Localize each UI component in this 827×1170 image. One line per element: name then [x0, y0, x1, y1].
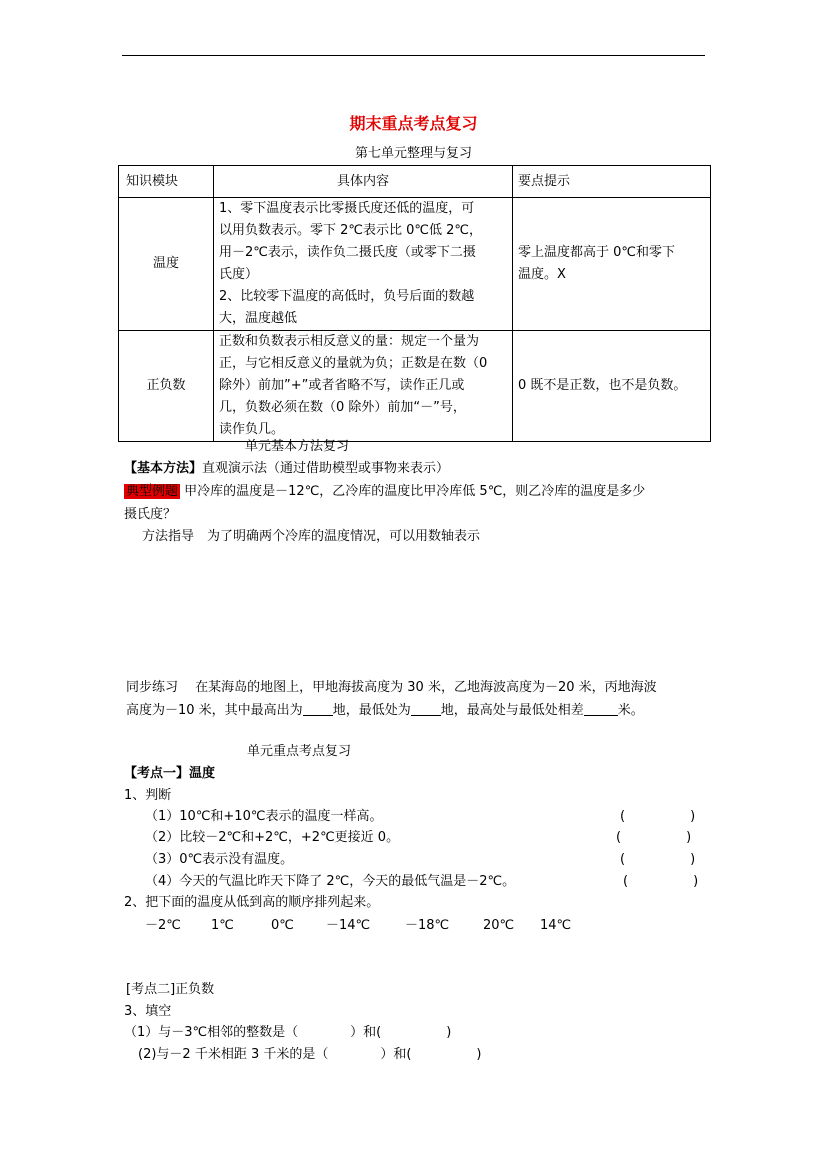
page-title: 期末重点考点复习 — [349, 114, 478, 133]
temp-item: 14℃ — [540, 918, 572, 933]
temp-item: 1℃ — [211, 918, 234, 933]
tip-line: 零上温度都高于 0℃和零下 — [518, 245, 676, 260]
judge-item-4: （4）今天的气温比昨天下降了 2℃，今天的最低气温是－2℃。 — [145, 874, 516, 889]
basic-method — [124, 460, 449, 478]
temp-item: －14℃ — [326, 918, 371, 933]
content-line: 用－2℃表示，读作负二摄氏度（或零下二摄 — [219, 245, 476, 260]
header-rule — [122, 55, 705, 56]
practice-text-2d: 米。 — [617, 703, 644, 718]
content-line: 大，温度越低 — [219, 311, 298, 326]
basic-method-text: 直观演示法（通过借助模型或事物来表示） — [202, 461, 450, 476]
practice-label: 同步练习 — [126, 680, 179, 695]
fill-blank[interactable] — [411, 701, 441, 716]
guide-text: 为了明确两个冷库的温度情况，可以用数轴表示 — [207, 529, 481, 544]
content-cell — [214, 198, 513, 331]
answer-paren[interactable]: ( ) — [623, 874, 699, 889]
content-line: 2、比较零下温度的高低时，负号后面的数越 — [219, 289, 475, 304]
judge-item-1: （1）10℃和+10℃表示的温度一样高。 — [145, 809, 383, 824]
table-row — [119, 198, 711, 331]
tip-cell — [513, 198, 711, 331]
example-tag: 典型例题 — [126, 484, 179, 499]
tip-cell — [513, 331, 711, 442]
example-text-1: 甲冷库的温度是－12℃，乙冷库的温度比甲冷库低 5℃，则乙冷库的温度是多少 — [184, 484, 646, 499]
header-tip: 要点提示 — [518, 173, 571, 189]
content-line: 1、零下温度表示比零摄氏度还低的温度，可 — [219, 201, 475, 216]
module-cell: 正负数 — [119, 331, 214, 442]
header-module: 知识模块 — [126, 173, 179, 189]
temp-item: －2℃ — [145, 918, 181, 933]
table-header-cell — [214, 166, 513, 198]
content-cell — [214, 331, 513, 442]
judge-item-3: （3）0℃表示没有温度。 — [145, 852, 294, 867]
practice-text-2a: 高度为－10 米，其中最高出为 — [126, 703, 303, 718]
temp-item: 20℃ — [483, 918, 515, 933]
example-line-2: 摄氏度？ — [124, 507, 177, 522]
summary-table — [118, 165, 711, 442]
content-line: 正，与它相反意义的量就为负；正数是在数（0 — [219, 356, 488, 371]
unit-subtitle: 第七单元整理与复习 — [354, 146, 472, 161]
method-guide — [142, 528, 480, 546]
question-2-title: 2、把下面的温度从低到高的顺序排列起来。 — [124, 895, 380, 910]
keypoints-heading: 单元重点考点复习 — [247, 744, 352, 759]
temp-item: －18℃ — [405, 918, 450, 933]
question-1-title: 1、判断 — [124, 788, 172, 803]
answer-paren[interactable]: ( ) — [620, 809, 696, 824]
keypoint-1-title: 【考点一】温度 — [124, 766, 216, 781]
practice-text-1: 在某海岛的地图上，甲地海拔高度为 30 米，乙地海波高度为－20 米，丙地海波 — [195, 680, 657, 695]
basic-method-tag: 【基本方法】 — [124, 461, 203, 476]
table-header-row — [119, 166, 711, 198]
answer-paren[interactable]: ( ) — [616, 830, 692, 845]
practice-text-2b: 地，最低处为 — [332, 703, 411, 718]
fill-question-1: （1）与－3℃相邻的整数是（ ）和( ) — [124, 1025, 452, 1040]
fill-blank[interactable] — [303, 701, 333, 716]
header-content: 具体内容 — [336, 173, 389, 189]
content-line: 几，负数必须在数（0 除外）前加“－”号， — [219, 400, 466, 415]
module-cell: 温度 — [119, 198, 214, 331]
example-line-1 — [124, 483, 645, 501]
table-header-cell — [119, 166, 214, 198]
practice-text-2c: 地，最高处与最低处相差 — [440, 703, 584, 718]
table-header-cell — [513, 166, 711, 198]
fill-question-2: (2)与－2 千米相距 3 千米的是（ ）和( ) — [138, 1047, 482, 1062]
question-3-title: 3、填空 — [124, 1004, 172, 1019]
table-row — [119, 331, 711, 442]
judge-item-2: （2）比较－2℃和+2℃，+2℃更接近 0。 — [145, 830, 400, 845]
tip-line: 温度。X — [518, 267, 566, 282]
practice-line-2 — [126, 701, 644, 720]
practice-line-1 — [126, 679, 657, 697]
methods-heading: 单元基本方法复习 — [245, 439, 350, 454]
answer-paren[interactable]: ( ) — [620, 852, 696, 867]
content-line: 以用负数表示。零下 2℃表示比 0℃低 2℃， — [219, 223, 483, 238]
content-line: 氏度） — [219, 267, 259, 282]
content-line: 读作负几。 — [219, 422, 285, 437]
keypoint-2-title: [考点二]正负数 — [126, 982, 215, 997]
temp-item: 0℃ — [271, 918, 294, 933]
tip-line: 0 既不是正数，也不是负数。 — [518, 378, 687, 393]
guide-label: 方法指导 — [142, 529, 195, 544]
fill-blank[interactable] — [584, 701, 618, 716]
content-line: 正数和负数表示相反意义的量：规定一个量为 — [219, 334, 480, 349]
content-line: 除外）前加”+”或者省略不写，读作正几或 — [219, 378, 465, 393]
